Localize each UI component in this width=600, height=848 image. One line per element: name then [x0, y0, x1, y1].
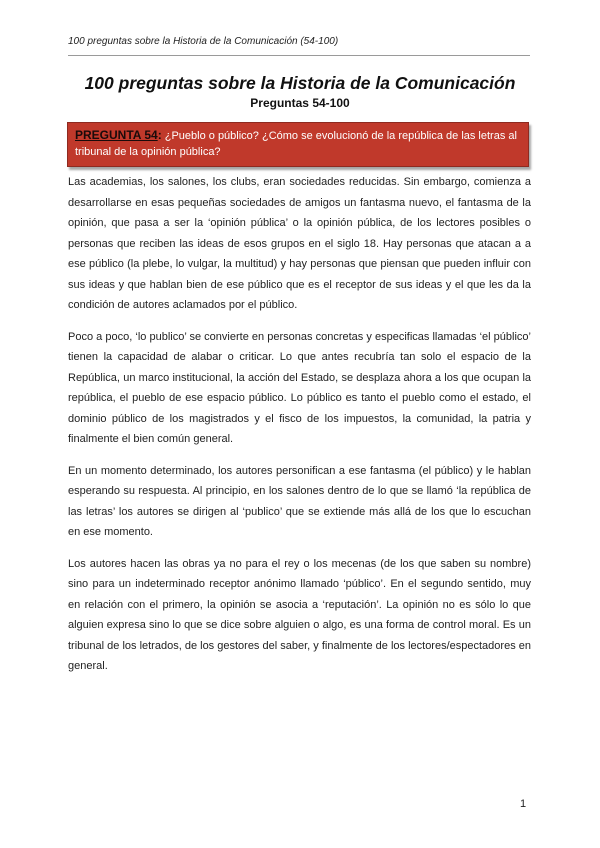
paragraph: Las academias, los salones, los clubs, eran sociedades reducidas. Sin embargo, comienza a desarrollarse en esas pequeñas sociedades de amigos un fantasma nuevo, el fantasma de la opinión, que pasa a ser la ‘opinión pública’ o la opinión pública, de los lectores posibles o personas que reciben las ideas de esos grupos en el siglo 18. Hay personas que atacan a a ese público (la plebe, lo vulgar, la multitud) y hay personas que piensan que pueden influir con sus ideas y que hablan bien de ese público que es el receptor de sus ideas y el que les da la condición de autores aclamados por el público.	[68, 176, 531, 311]
answer-body	[68, 172, 531, 688]
page-number: 1	[520, 798, 527, 810]
question-colon: :	[157, 128, 162, 142]
paragraph: Poco a poco, ‘lo publico’ se convierte en personas concretas y especificas llamadas ‘el público’ tienen la capacidad de alabar o criticar. Lo que antes recubría tan solo el espacio de la República, un marco institucional, la acción del Estado, se desplaza ahora a los que ocupan la república, el pueblo de ese espacio público. Lo público es tanto el pueblo como el estado, el dominio público de los magistrados y el fisco de los impuestos, la comunidad, la patria y finalmente el bien común general.	[68, 330, 531, 445]
question-box	[67, 122, 529, 167]
question-label: PREGUNTA 54	[75, 128, 158, 142]
document-title: 100 preguntas sobre la Historia de la Comunicación	[84, 73, 516, 93]
paragraph: En un momento determinado, los autores personifican a ese fantasma (el público) y le hablan esperando su respuesta. Al principio, en los salones dentro de lo que se llamó ‘la república de las letras’ los autores se dirigen al ‘publico’ que se extiende más allá de los que lo escuchan en ese momento.	[68, 464, 531, 538]
document-subtitle: Preguntas 54-100	[250, 96, 350, 110]
paragraph: Los autores hacen las obras ya no para el rey o los mecenas (de los que saben su nombre) sino para un indeterminado receptor anónimo llamado ‘público’. En el segundo sentido, muy en relación con el primero, la opinión se asocia a ‘reputación’. La opinión no es sólo lo que alguien expresa sino lo que se dice sobre alguien o algo, es una forma de control moral. Es un tribunal de los letrados, de los gestores del saber, y finalmente de los lectores/espectadores en general.	[68, 557, 531, 672]
header-divider	[68, 55, 530, 56]
question-text: ¿Pueblo o público? ¿Cómo se evolucionó de la república de las letras al tribunal de la opinión pública?	[75, 130, 517, 158]
running-header: 100 preguntas sobre la Historia de la Comunicación (54-100)	[68, 36, 339, 47]
